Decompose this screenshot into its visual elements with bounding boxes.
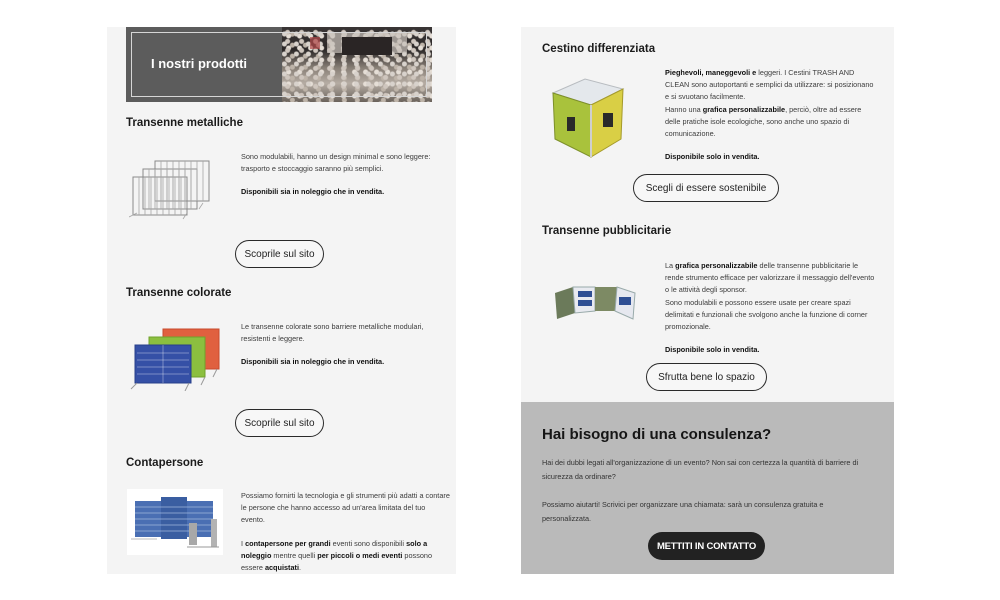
cta-paragraph-2: Possiamo aiutarti! Scrivici per organizzare una chiamata: sarà un consulenza gratuita e personalizzata. bbox=[542, 500, 824, 523]
choose-sustainable-button[interactable]: Scegli di essere sostenibile bbox=[633, 174, 779, 202]
rental-purchase-detail: I contapersone per grandi eventi sono disponibili solo a noleggio mentre quelli per piccoli o medi eventi possono essere acquistati. bbox=[241, 538, 433, 573]
availability-text: Disponibile solo in vendita. bbox=[665, 345, 760, 355]
hero-banner bbox=[126, 27, 432, 102]
product-description: Le transenne colorate sono barriere metalliche modulari, resistenti e leggere. Disponibili sia in noleggio che in vendita. bbox=[241, 321, 446, 369]
product-title-advertising-barriers: Transenne pubblicitarie bbox=[542, 225, 672, 237]
availability-text: Disponibili sia in noleggio che in vendita. bbox=[241, 357, 385, 367]
left-newsletter-panel bbox=[107, 27, 456, 574]
product-title-colored-barriers: Transenne colorate bbox=[126, 287, 232, 299]
consultation-cta-section bbox=[521, 402, 894, 574]
cta-paragraph-1: Hai dei dubbi legati all'organizzazione di un evento? Non sai con certezza la quantità di barriere di sicurezza da ordinare? bbox=[542, 458, 859, 481]
availability-text: Disponibile solo in vendita. bbox=[665, 152, 760, 162]
discover-metal-barriers-button[interactable]: Scoprile sul sito bbox=[235, 240, 324, 268]
product-title-recycling-bin: Cestino differenziata bbox=[542, 43, 656, 55]
availability-text: Disponibili sia in noleggio che in vendita. bbox=[241, 187, 385, 197]
product-description: Sono modulabili, hanno un design minimal e sono leggere: trasporto e stoccaggio saranno più semplici. Disponibili sia in noleggio che in vendita. bbox=[241, 151, 446, 199]
product-description: Possiamo fornirti la tecnologia e gli strumenti più adatti a contare le persone che hanno accesso ad un'area limitata del tuo evento. I contapersone per grandi eventi sono disponibili solo a noleggio mentre quelli per piccoli o medi eventi possono essere acquistati. bbox=[241, 490, 451, 574]
discover-colored-barriers-button[interactable]: Scoprile sul sito bbox=[235, 409, 324, 437]
advertising-barriers-image bbox=[553, 283, 639, 321]
product-description: Pieghevoli, maneggevoli e leggeri. I Cestini TRASH AND CLEAN sono autoportanti e semplici da utilizzare: si posizionano e si svuotano facilmente. Hanno una grafica personalizzabile, perciò, oltre ad essere delle pratiche isole ecologiche, sono anche uno spazio di comunicazione. Disponibile solo in vendita. bbox=[665, 67, 875, 163]
product-title-metal-barriers: Transenne metalliche bbox=[126, 117, 243, 129]
hero-title: I nostri prodotti bbox=[151, 56, 248, 71]
recycling-bin-cube-image bbox=[549, 75, 627, 161]
metal-barriers-image bbox=[129, 155, 213, 221]
cta-title: Hai bisogno di una consulenza? bbox=[542, 426, 772, 443]
use-space-well-button[interactable]: Sfrutta bene lo spazio bbox=[646, 363, 767, 391]
right-newsletter-panel bbox=[521, 27, 894, 574]
product-title-people-counter: Contapersone bbox=[126, 457, 204, 469]
get-in-touch-button[interactable]: METTITI IN CONTATTO bbox=[648, 532, 765, 560]
people-counter-gate-image bbox=[127, 489, 223, 555]
colored-barriers-image bbox=[129, 325, 223, 391]
product-description: La grafica personalizzabile delle transenne pubblicitarie le rende strumento efficace per valorizzare il messaggio dell'evento o le attività degli sponsor. Sono modulabili e possono essere usate per creare spazi delimitati e funzionali che svolgono anche la funzione di corner promozionale. Disponibile solo in vendita. bbox=[665, 260, 875, 356]
